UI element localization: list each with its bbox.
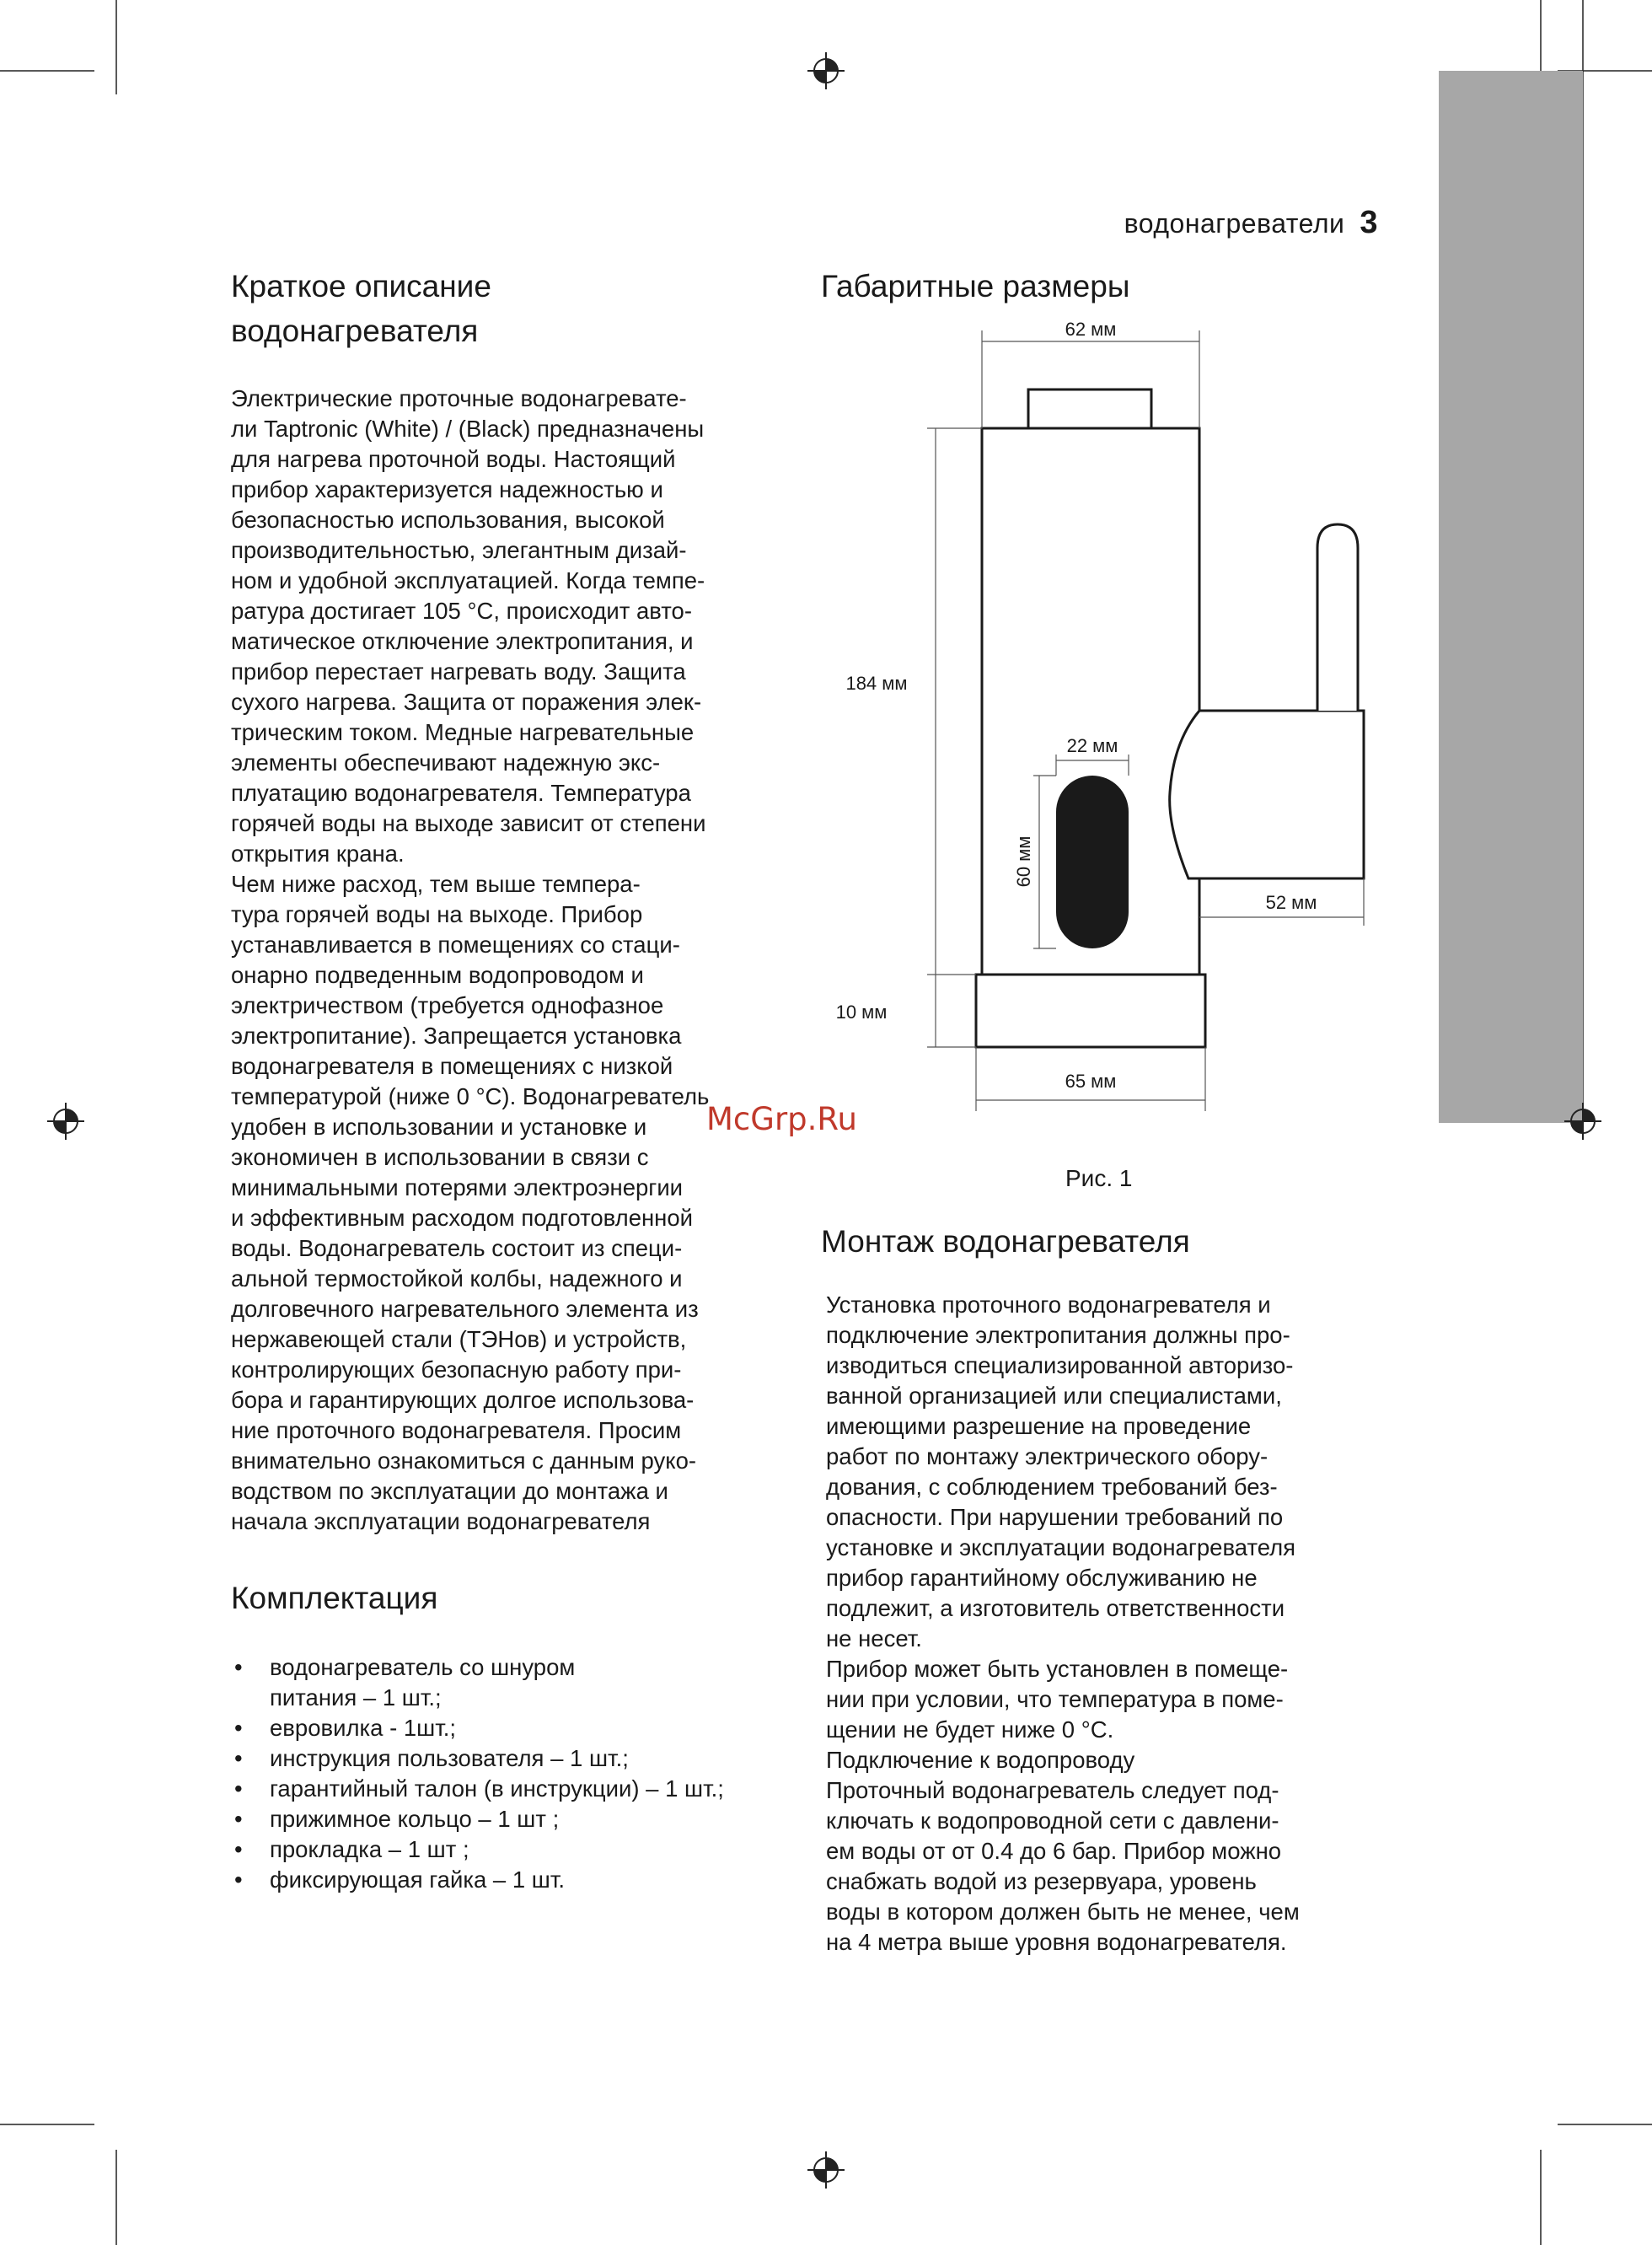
paragraph-line: электричеством (требуется однофазное xyxy=(231,992,664,1018)
paragraph-line: воды в котором должен быть не менее, чем xyxy=(826,1899,1300,1925)
label-window-height: 60 мм xyxy=(1013,835,1034,888)
paragraph-line: матическое отключение электропитания, и xyxy=(231,628,694,654)
paragraph-line: водством по эксплуатации до монтажа и xyxy=(231,1478,668,1504)
paragraph-line: дования, с соблюдением требований без- xyxy=(826,1474,1278,1500)
registration-mark-bottom xyxy=(807,2151,845,2189)
paragraph-line: изводиться специализированной авторизо- xyxy=(826,1352,1294,1378)
paragraph-line: прибор характеризуется надежностью и xyxy=(231,476,663,502)
list-item xyxy=(231,1652,796,1713)
bullet-dot: • xyxy=(234,1866,243,1893)
paragraph-line: плуатацию водонагревателя. Температура xyxy=(231,780,691,806)
paragraph-line: безопасностью использования, высокой xyxy=(231,507,665,533)
paragraph-line: подключение электропитания должны про- xyxy=(826,1322,1290,1348)
bullet-dot: • xyxy=(234,1775,243,1802)
paragraph-line: ванной организацией или специалистами, xyxy=(826,1383,1282,1409)
paragraph-line: нержавеющей стали (ТЭНов) и устройств, xyxy=(231,1326,687,1352)
paragraph-line: ном и удобной эксплуатацией. Когда темпе- xyxy=(231,567,705,593)
paragraph-line: сухого нагрева. Защита от поражения элек- xyxy=(231,689,702,715)
paragraph-line: тура горячей воды на выходе. Прибор xyxy=(231,901,643,927)
paragraph-line: онарно подведенным водопроводом и xyxy=(231,962,644,988)
paragraph-line: бора и гарантирующих долгое использова- xyxy=(231,1387,695,1413)
header-title: водонагреватели xyxy=(1124,208,1345,239)
paragraph-line: ние проточного водонагревателя. Просим xyxy=(231,1417,682,1443)
contents-list xyxy=(231,1652,796,1895)
section-title-line: Краткое описание xyxy=(231,269,491,303)
section-title-dimensions: Габаритные размеры xyxy=(821,269,1130,303)
top-cap xyxy=(1028,389,1151,428)
label-base-height: 10 мм xyxy=(835,1002,888,1023)
running-header xyxy=(1124,205,1378,241)
list-item-line: гарантийный талон (в инструкции) – 1 шт.; xyxy=(270,1775,724,1802)
bullet-dot: • xyxy=(234,1806,243,1832)
list-item-line: питания – 1 шт.; xyxy=(270,1684,442,1711)
paragraph-line: минимальными потерями электроэнергии xyxy=(231,1174,684,1200)
paragraph-line: Проточный водонагреватель следует под- xyxy=(826,1777,1279,1803)
paragraph-line: подлежит, а изготовитель ответственности xyxy=(826,1595,1285,1621)
paragraph-line: Электрические проточные водонагревате- xyxy=(231,385,687,411)
side-tab-bar xyxy=(1439,71,1583,1123)
viewing-window xyxy=(1056,776,1129,948)
list-item-line: фиксирующая гайка – 1 шт. xyxy=(270,1866,566,1893)
figure-caption: Рис. 1 xyxy=(1065,1165,1133,1191)
paragraph-line: удобен в использовании и установке и xyxy=(231,1114,647,1140)
paragraph-line: ключать к водопроводной сети с давлени- xyxy=(826,1807,1279,1834)
label-height: 184 мм xyxy=(845,673,908,694)
section-title-line: водонагревателя xyxy=(231,314,479,348)
label-base-width: 65 мм xyxy=(1065,1071,1117,1092)
list-item xyxy=(231,1834,796,1865)
list-item xyxy=(231,1804,796,1834)
paragraph-line: не несет. xyxy=(826,1625,922,1652)
paragraph-line: снабжать водой из резервуара, уровень xyxy=(826,1868,1257,1894)
section-title-installation: Монтаж водонагревателя xyxy=(821,1224,1190,1259)
registration-mark-top xyxy=(807,52,845,89)
list-item xyxy=(231,1774,796,1804)
paragraph-line: нии при условии, что температура в поме- xyxy=(826,1686,1284,1712)
page-number: 3 xyxy=(1360,205,1378,240)
list-item-line: инструкция пользователя – 1 шт.; xyxy=(270,1745,629,1771)
paragraph-line: Установка проточного водонагревателя и xyxy=(826,1292,1271,1318)
paragraph-line: Чем ниже расход, тем выше темпера- xyxy=(231,871,641,897)
left-column xyxy=(231,264,796,1895)
section-title-contents: Комплектация xyxy=(231,1581,438,1615)
paragraph-line: прибор перестает нагревать воду. Защита xyxy=(231,658,686,685)
paragraph-line: внимательно ознакомиться с данным руко- xyxy=(231,1447,697,1474)
paragraph-line: ли Taptronic (White) / (Black) предназначены xyxy=(231,416,705,442)
paragraph-line: долговечного нагревательного элемента из xyxy=(231,1296,699,1322)
label-top-width: 62 мм xyxy=(1065,320,1117,340)
base-plate xyxy=(976,975,1205,1047)
paragraph-line: ратура достигает 105 °С, происходит авто- xyxy=(231,598,693,624)
paragraph-line: открытия крана. xyxy=(231,841,405,867)
bullet-dot: • xyxy=(234,1836,243,1862)
paragraph-line: и эффективным расходом подготовленной xyxy=(231,1205,694,1231)
registration-mark-left xyxy=(47,1103,84,1140)
paragraph-line: установке и эксплуатации водонагревателя xyxy=(826,1534,1296,1560)
paragraph-line: для нагрева проточной воды. Настоящий xyxy=(231,446,676,472)
dimensions-diagram xyxy=(792,320,1416,1130)
paragraph-line: щении не будет ниже 0 °С. xyxy=(826,1716,1114,1743)
list-item-line: прижимное кольцо – 1 шт ; xyxy=(270,1806,560,1832)
paragraph-line: работ по монтажу электрического обору- xyxy=(826,1443,1268,1469)
registration-mark-right xyxy=(1564,1103,1601,1140)
paragraph-line: Подключение к водопроводу xyxy=(826,1747,1135,1773)
list-item-line: водонагреватель со шнуром xyxy=(270,1654,576,1680)
paragraph-line: имеющими разрешение на проведение xyxy=(826,1413,1252,1439)
paragraph-line: начала эксплуатации водонагревателя xyxy=(231,1508,651,1534)
watermark: McGrp.Ru xyxy=(706,1101,857,1137)
paragraph-line: водонагревателя в помещениях с низкой xyxy=(231,1053,673,1079)
list-item xyxy=(231,1865,796,1895)
paragraph-line: горячей воды на выходе зависит от степени xyxy=(231,810,706,836)
bullet-dot: • xyxy=(234,1745,243,1771)
paragraph-line: контролирующих безопасную работу при- xyxy=(231,1356,682,1383)
bullet-dot: • xyxy=(234,1654,243,1680)
list-item-line: евровилка - 1шт.; xyxy=(270,1715,457,1741)
paragraph-line: опасности. При нарушении требований по xyxy=(826,1504,1284,1530)
lever-handle xyxy=(1317,524,1358,711)
paragraph-line: устанавливается в помещениях со стаци- xyxy=(231,932,680,958)
paragraph-line: электропитание). Запрещается установка xyxy=(231,1023,682,1049)
paragraph-line: элементы обеспечивают надежную экс- xyxy=(231,749,661,776)
paragraph-line: трическим током. Медные нагревательные xyxy=(231,719,695,745)
paragraph-line: экономичен в использовании в связи с xyxy=(231,1144,649,1170)
paragraph-line: альной термостойкой колбы, надежного и xyxy=(231,1265,683,1292)
installation-paragraph xyxy=(826,1290,1382,1958)
paragraph-line: воды. Водонагреватель состоит из специ- xyxy=(231,1235,683,1261)
paragraph-line: на 4 метра выше уровня водонагревателя. xyxy=(826,1929,1287,1955)
paragraph-line: производительностью, элегантным дизай- xyxy=(231,537,687,563)
list-item xyxy=(231,1743,796,1774)
paragraph-line: температурой (ниже 0 °С). Водонагреватель xyxy=(231,1083,710,1109)
description-paragraph xyxy=(231,384,796,1537)
label-spout-length: 52 мм xyxy=(1265,892,1317,913)
list-item xyxy=(231,1713,796,1743)
bullet-dot: • xyxy=(234,1715,243,1741)
list-item-line: прокладка – 1 шт ; xyxy=(270,1836,469,1862)
paragraph-line: прибор гарантийному обслуживанию не xyxy=(826,1565,1258,1591)
paragraph-line: ем воды от от 0.4 до 6 бар. Прибор можно xyxy=(826,1838,1282,1864)
label-window-width: 22 мм xyxy=(1066,735,1118,756)
paragraph-line: Прибор может быть установлен в помеще- xyxy=(826,1656,1289,1682)
section-title-description xyxy=(231,264,796,353)
spout xyxy=(1170,711,1364,878)
